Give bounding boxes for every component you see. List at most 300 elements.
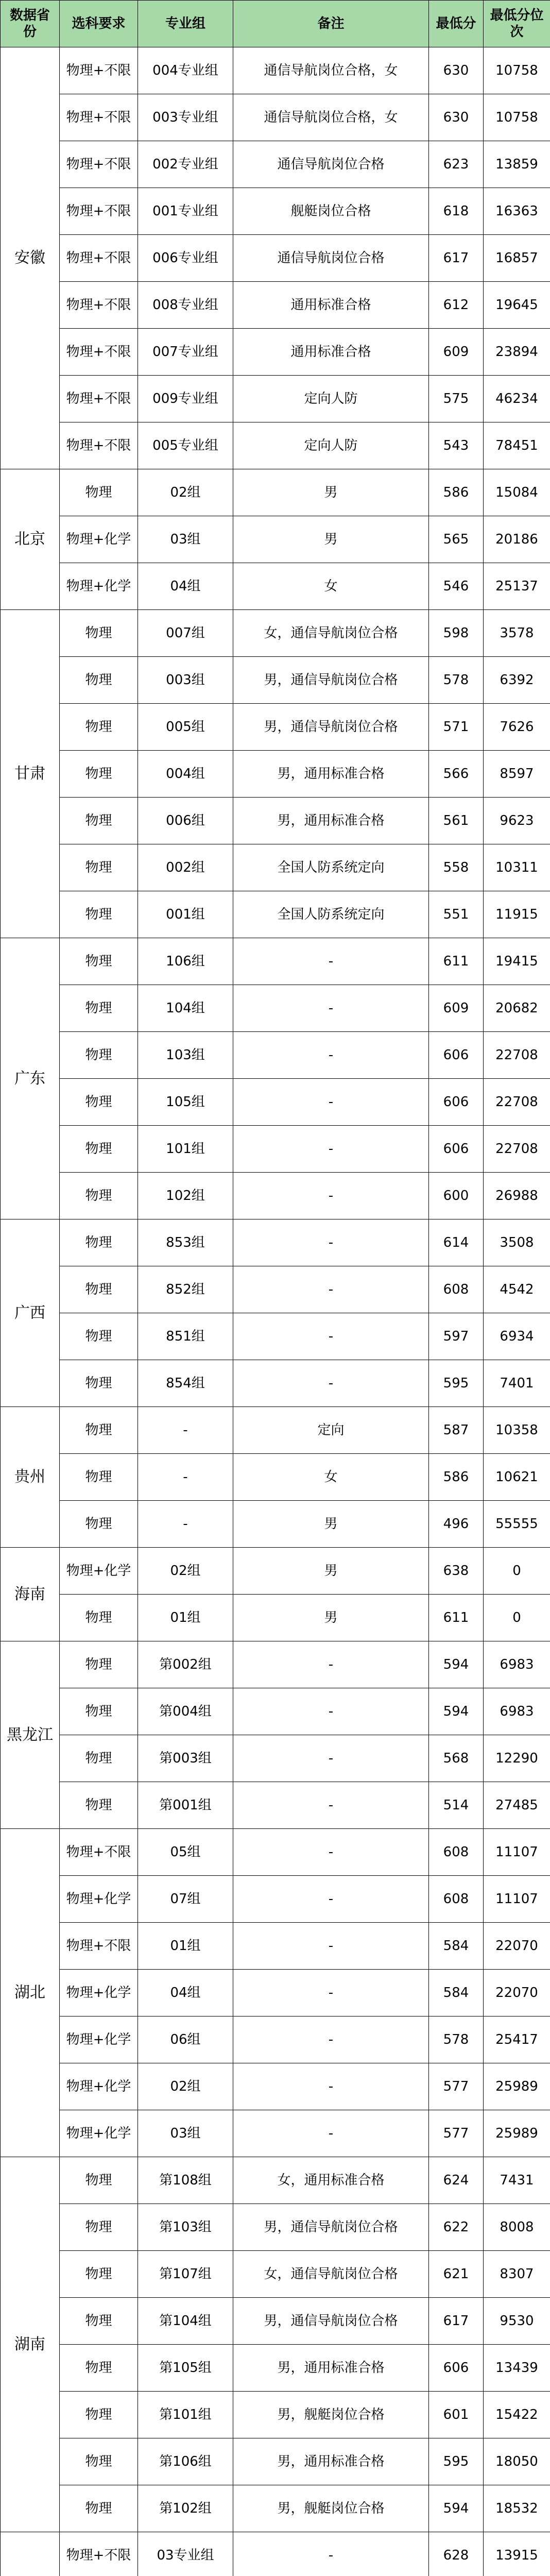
subject-requirement-cell: 物理 <box>60 1782 138 1829</box>
major-group-cell: 001专业组 <box>138 188 233 235</box>
note-cell: - <box>233 985 429 1032</box>
note-cell: 男，舰艇岗位合格 <box>233 2392 429 2438</box>
min-rank-cell: 9530 <box>484 2298 550 2345</box>
min-score-cell: 618 <box>429 188 484 235</box>
subject-requirement-cell: 物理+化学 <box>60 1876 138 1923</box>
note-cell: 通信导航岗位合格，女 <box>233 94 429 141</box>
min-rank-cell: 22708 <box>484 1126 550 1173</box>
table-row <box>1 563 550 610</box>
min-rank-cell: 8307 <box>484 2251 550 2298</box>
subject-requirement-cell: 物理 <box>60 2392 138 2438</box>
note-cell: - <box>233 2063 429 2110</box>
major-group-cell: 04组 <box>138 1970 233 2016</box>
note-cell: - <box>233 1829 429 1876</box>
min-rank-cell: 25137 <box>484 563 550 610</box>
table-row <box>1 2485 550 2532</box>
table-row <box>1 376 550 422</box>
subject-requirement-cell: 物理 <box>60 891 138 938</box>
subject-requirement-cell: 物理+不限 <box>60 141 138 188</box>
table-row <box>1 657 550 704</box>
min-score-cell: 628 <box>429 2532 484 2576</box>
major-group-cell: 106组 <box>138 938 233 985</box>
min-score-cell: 606 <box>429 2345 484 2392</box>
min-score-cell: 561 <box>429 798 484 844</box>
min-score-cell: 578 <box>429 2016 484 2063</box>
min-score-cell: 543 <box>429 422 484 469</box>
note-cell: 女，通信导航岗位合格 <box>233 610 429 657</box>
subject-requirement-cell: 物理 <box>60 1688 138 1735</box>
table-row <box>1 1454 550 1501</box>
subject-requirement-cell: 物理+化学 <box>60 1548 138 1595</box>
min-score-cell: 546 <box>429 563 484 610</box>
province-cell: 湖南 <box>1 2157 60 2532</box>
subject-requirement-cell: 物理 <box>60 1454 138 1501</box>
min-score-cell: 558 <box>429 844 484 891</box>
major-group-cell: 04组 <box>138 563 233 610</box>
min-rank-cell: 12290 <box>484 1735 550 1782</box>
major-group-cell: 02组 <box>138 2063 233 2110</box>
min-score-cell: 609 <box>429 329 484 376</box>
note-cell: - <box>233 1126 429 1173</box>
table-row <box>1 798 550 844</box>
province-cell: 广东 <box>1 938 60 1219</box>
note-cell: - <box>233 1266 429 1313</box>
note-cell: 男 <box>233 1548 429 1595</box>
min-score-cell: 611 <box>429 938 484 985</box>
min-rank-cell: 16363 <box>484 188 550 235</box>
table-row <box>1 2532 550 2576</box>
min-rank-cell: 10758 <box>484 94 550 141</box>
min-score-cell: 608 <box>429 1829 484 1876</box>
major-group-cell: 03专业组 <box>138 2532 233 2576</box>
subject-requirement-cell: 物理 <box>60 1641 138 1688</box>
min-rank-cell: 3578 <box>484 610 550 657</box>
header-major-group: 专业组 <box>138 1 233 47</box>
major-group-cell: 103组 <box>138 1032 233 1079</box>
table-row <box>1 2438 550 2485</box>
subject-requirement-cell: 物理 <box>60 1735 138 1782</box>
subject-requirement-cell: 物理 <box>60 1032 138 1079</box>
major-group-cell: 852组 <box>138 1266 233 1313</box>
table-row <box>1 2157 550 2204</box>
min-score-cell: 623 <box>429 141 484 188</box>
min-rank-cell: 7401 <box>484 1360 550 1407</box>
table-row <box>1 1923 550 1970</box>
min-score-cell: 630 <box>429 47 484 94</box>
min-rank-cell: 6392 <box>484 657 550 704</box>
min-score-cell: 612 <box>429 282 484 329</box>
note-cell: - <box>233 1782 429 1829</box>
table-row <box>1 94 550 141</box>
min-score-cell: 622 <box>429 2204 484 2251</box>
subject-requirement-cell: 物理 <box>60 1407 138 1454</box>
min-score-cell: 617 <box>429 235 484 282</box>
min-score-cell: 614 <box>429 1219 484 1266</box>
min-rank-cell: 20682 <box>484 985 550 1032</box>
header-min-rank: 最低分位次 <box>484 1 550 47</box>
note-cell: - <box>233 1219 429 1266</box>
subject-requirement-cell: 物理 <box>60 469 138 516</box>
header-note: 备注 <box>233 1 429 47</box>
major-group-cell: 001组 <box>138 891 233 938</box>
subject-requirement-cell: 物理+化学 <box>60 516 138 563</box>
table-row <box>1 422 550 469</box>
table-body <box>1 47 550 2576</box>
table-row <box>1 610 550 657</box>
subject-requirement-cell: 物理 <box>60 1173 138 1219</box>
note-cell: 全国人防系统定向 <box>233 844 429 891</box>
province-cell: 北京 <box>1 469 60 610</box>
min-rank-cell: 11107 <box>484 1829 550 1876</box>
subject-requirement-cell: 物理 <box>60 610 138 657</box>
min-score-cell: 606 <box>429 1126 484 1173</box>
min-score-cell: 586 <box>429 469 484 516</box>
subject-requirement-cell: 物理 <box>60 1219 138 1266</box>
min-score-cell: 578 <box>429 657 484 704</box>
major-group-cell: 006专业组 <box>138 235 233 282</box>
note-cell: - <box>233 938 429 985</box>
major-group-cell: 第001组 <box>138 1782 233 1829</box>
table-row <box>1 1173 550 1219</box>
subject-requirement-cell: 物理 <box>60 2438 138 2485</box>
table-row <box>1 1735 550 1782</box>
province-cell <box>1 2532 60 2576</box>
table-row <box>1 1876 550 1923</box>
note-cell: 男 <box>233 1595 429 1641</box>
table-row <box>1 2345 550 2392</box>
min-rank-cell: 26988 <box>484 1173 550 1219</box>
min-rank-cell: 9623 <box>484 798 550 844</box>
major-group-cell: 008专业组 <box>138 282 233 329</box>
table-row <box>1 141 550 188</box>
table-row <box>1 1266 550 1313</box>
note-cell: 男，通用标准合格 <box>233 2345 429 2392</box>
min-score-cell: 565 <box>429 516 484 563</box>
min-rank-cell: 78451 <box>484 422 550 469</box>
major-group-cell: 02组 <box>138 469 233 516</box>
min-score-cell: 609 <box>429 985 484 1032</box>
table-row <box>1 282 550 329</box>
table-row <box>1 985 550 1032</box>
major-group-cell: 102组 <box>138 1173 233 1219</box>
table-row <box>1 2204 550 2251</box>
major-group-cell: 009专业组 <box>138 376 233 422</box>
min-rank-cell: 11915 <box>484 891 550 938</box>
subject-requirement-cell: 物理 <box>60 798 138 844</box>
min-score-cell: 568 <box>429 1735 484 1782</box>
note-cell: - <box>233 1735 429 1782</box>
note-cell: 女，通用标准合格 <box>233 2157 429 2204</box>
table-row <box>1 329 550 376</box>
min-rank-cell: 22708 <box>484 1079 550 1126</box>
note-cell: - <box>233 1313 429 1360</box>
note-cell: 女 <box>233 563 429 610</box>
table-row <box>1 1407 550 1454</box>
subject-requirement-cell: 物理+不限 <box>60 282 138 329</box>
table-row <box>1 1782 550 1829</box>
note-cell: 定向人防 <box>233 376 429 422</box>
major-group-cell: 854组 <box>138 1360 233 1407</box>
table-header-row <box>1 1 550 47</box>
major-group-cell: 第003组 <box>138 1735 233 1782</box>
major-group-cell: 004专业组 <box>138 47 233 94</box>
min-score-cell: 586 <box>429 1454 484 1501</box>
min-score-cell: 594 <box>429 2485 484 2532</box>
major-group-cell: 003专业组 <box>138 94 233 141</box>
major-group-cell: 第101组 <box>138 2392 233 2438</box>
province-cell: 甘肃 <box>1 610 60 938</box>
subject-requirement-cell: 物理 <box>60 1126 138 1173</box>
major-group-cell: 006组 <box>138 798 233 844</box>
subject-requirement-cell: 物理 <box>60 1313 138 1360</box>
min-rank-cell: 0 <box>484 1548 550 1595</box>
min-rank-cell: 18532 <box>484 2485 550 2532</box>
note-cell: 通用标准合格 <box>233 329 429 376</box>
major-group-cell: 第004组 <box>138 1688 233 1735</box>
table-row <box>1 1595 550 1641</box>
table-row <box>1 1829 550 1876</box>
major-group-cell: 第002组 <box>138 1641 233 1688</box>
subject-requirement-cell: 物理+化学 <box>60 2016 138 2063</box>
subject-requirement-cell: 物理+不限 <box>60 94 138 141</box>
min-score-cell: 595 <box>429 2438 484 2485</box>
min-rank-cell: 6983 <box>484 1641 550 1688</box>
major-group-cell: - <box>138 1501 233 1548</box>
min-rank-cell: 46234 <box>484 376 550 422</box>
table-row <box>1 1548 550 1595</box>
note-cell: 男，通信导航岗位合格 <box>233 657 429 704</box>
subject-requirement-cell: 物理+不限 <box>60 422 138 469</box>
subject-requirement-cell: 物理+不限 <box>60 2532 138 2576</box>
min-score-cell: 577 <box>429 2110 484 2157</box>
major-group-cell: 007专业组 <box>138 329 233 376</box>
min-score-cell: 601 <box>429 2392 484 2438</box>
min-rank-cell: 4542 <box>484 1266 550 1313</box>
min-rank-cell: 25989 <box>484 2063 550 2110</box>
min-score-cell: 584 <box>429 1923 484 1970</box>
table-row <box>1 2392 550 2438</box>
min-rank-cell: 6983 <box>484 1688 550 1735</box>
min-rank-cell: 19415 <box>484 938 550 985</box>
major-group-cell: 第104组 <box>138 2298 233 2345</box>
note-cell: - <box>233 1923 429 1970</box>
table-row <box>1 1360 550 1407</box>
major-group-cell: 03组 <box>138 516 233 563</box>
min-score-cell: 514 <box>429 1782 484 1829</box>
min-score-cell: 600 <box>429 1173 484 1219</box>
note-cell: 通用标准合格 <box>233 282 429 329</box>
min-rank-cell: 11107 <box>484 1876 550 1923</box>
note-cell: - <box>233 1688 429 1735</box>
major-group-cell: 851组 <box>138 1313 233 1360</box>
table-row <box>1 844 550 891</box>
min-score-cell: 608 <box>429 1876 484 1923</box>
min-rank-cell: 25417 <box>484 2016 550 2063</box>
table-row <box>1 2016 550 2063</box>
min-score-cell: 630 <box>429 94 484 141</box>
subject-requirement-cell: 物理 <box>60 2204 138 2251</box>
note-cell: 男 <box>233 1501 429 1548</box>
min-score-cell: 638 <box>429 1548 484 1595</box>
major-group-cell: 03组 <box>138 2110 233 2157</box>
subject-requirement-cell: 物理 <box>60 938 138 985</box>
min-rank-cell: 15084 <box>484 469 550 516</box>
table-row <box>1 1126 550 1173</box>
min-rank-cell: 0 <box>484 1595 550 1641</box>
min-rank-cell: 8008 <box>484 2204 550 2251</box>
subject-requirement-cell: 物理+化学 <box>60 1970 138 2016</box>
major-group-cell: 104组 <box>138 985 233 1032</box>
min-rank-cell: 22708 <box>484 1032 550 1079</box>
subject-requirement-cell: 物理+不限 <box>60 376 138 422</box>
min-rank-cell: 23894 <box>484 329 550 376</box>
major-group-cell: 105组 <box>138 1079 233 1126</box>
subject-requirement-cell: 物理+不限 <box>60 329 138 376</box>
subject-requirement-cell: 物理 <box>60 1360 138 1407</box>
subject-requirement-cell: 物理 <box>60 2345 138 2392</box>
subject-requirement-cell: 物理+不限 <box>60 1923 138 1970</box>
major-group-cell: 005组 <box>138 704 233 751</box>
min-score-cell: 551 <box>429 891 484 938</box>
table-row <box>1 2251 550 2298</box>
subject-requirement-cell: 物理 <box>60 2157 138 2204</box>
subject-requirement-cell: 物理 <box>60 1079 138 1126</box>
min-score-cell: 594 <box>429 1688 484 1735</box>
subject-requirement-cell: 物理+不限 <box>60 188 138 235</box>
min-score-cell: 566 <box>429 751 484 798</box>
subject-requirement-cell: 物理+不限 <box>60 47 138 94</box>
note-cell: 男，通用标准合格 <box>233 751 429 798</box>
major-group-cell: 003组 <box>138 657 233 704</box>
min-rank-cell: 27485 <box>484 1782 550 1829</box>
min-score-cell: 571 <box>429 704 484 751</box>
subject-requirement-cell: 物理 <box>60 2251 138 2298</box>
table-row <box>1 938 550 985</box>
major-group-cell: 853组 <box>138 1219 233 1266</box>
major-group-cell: 002组 <box>138 844 233 891</box>
min-score-cell: 577 <box>429 2063 484 2110</box>
note-cell: - <box>233 2532 429 2576</box>
note-cell: 男 <box>233 469 429 516</box>
note-cell: 舰艇岗位合格 <box>233 188 429 235</box>
note-cell: 女，通信导航岗位合格 <box>233 2251 429 2298</box>
province-cell: 广西 <box>1 1219 60 1407</box>
subject-requirement-cell: 物理 <box>60 2485 138 2532</box>
note-cell: - <box>233 1079 429 1126</box>
note-cell: - <box>233 1360 429 1407</box>
subject-requirement-cell: 物理+不限 <box>60 235 138 282</box>
note-cell: - <box>233 1876 429 1923</box>
note-cell: - <box>233 1970 429 2016</box>
table-row <box>1 469 550 516</box>
note-cell: - <box>233 1173 429 1219</box>
table-row <box>1 47 550 94</box>
subject-requirement-cell: 物理 <box>60 657 138 704</box>
province-cell: 贵州 <box>1 1407 60 1548</box>
min-rank-cell: 10358 <box>484 1407 550 1454</box>
note-cell: 男，通信导航岗位合格 <box>233 2204 429 2251</box>
note-cell: 全国人防系统定向 <box>233 891 429 938</box>
major-group-cell: 第105组 <box>138 2345 233 2392</box>
subject-requirement-cell: 物理 <box>60 1266 138 1313</box>
note-cell: 男，通信导航岗位合格 <box>233 704 429 751</box>
major-group-cell: 第103组 <box>138 2204 233 2251</box>
min-rank-cell: 6934 <box>484 1313 550 1360</box>
subject-requirement-cell: 物理 <box>60 2298 138 2345</box>
min-rank-cell: 13859 <box>484 141 550 188</box>
province-cell: 黑龙江 <box>1 1641 60 1829</box>
header-min-score: 最低分 <box>429 1 484 47</box>
subject-requirement-cell: 物理 <box>60 1595 138 1641</box>
province-cell: 湖北 <box>1 1829 60 2157</box>
major-group-cell: 第108组 <box>138 2157 233 2204</box>
table-row <box>1 1501 550 1548</box>
major-group-cell: 06组 <box>138 2016 233 2063</box>
subject-requirement-cell: 物理 <box>60 985 138 1032</box>
subject-requirement-cell: 物理+不限 <box>60 1829 138 1876</box>
note-cell: 男，舰艇岗位合格 <box>233 2485 429 2532</box>
min-rank-cell: 19645 <box>484 282 550 329</box>
note-cell: 通信导航岗位合格 <box>233 141 429 188</box>
min-rank-cell: 20186 <box>484 516 550 563</box>
min-rank-cell: 7626 <box>484 704 550 751</box>
min-rank-cell: 10311 <box>484 844 550 891</box>
table-row <box>1 2063 550 2110</box>
table-row <box>1 704 550 751</box>
table-row <box>1 188 550 235</box>
table-row <box>1 1641 550 1688</box>
min-rank-cell: 16857 <box>484 235 550 282</box>
subject-requirement-cell: 物理 <box>60 704 138 751</box>
min-rank-cell: 55555 <box>484 1501 550 1548</box>
major-group-cell: - <box>138 1454 233 1501</box>
table-row <box>1 2110 550 2157</box>
min-score-cell: 584 <box>429 1970 484 2016</box>
major-group-cell: 004组 <box>138 751 233 798</box>
header-subject-requirement: 选科要求 <box>60 1 138 47</box>
note-cell: 男，通信导航岗位合格 <box>233 2298 429 2345</box>
note-cell: 定向人防 <box>233 422 429 469</box>
min-rank-cell: 18050 <box>484 2438 550 2485</box>
table-row <box>1 516 550 563</box>
subject-requirement-cell: 物理+化学 <box>60 2063 138 2110</box>
min-score-cell: 617 <box>429 2298 484 2345</box>
min-rank-cell: 22070 <box>484 1970 550 2016</box>
note-cell: 男 <box>233 516 429 563</box>
table-row <box>1 1970 550 2016</box>
major-group-cell: 005专业组 <box>138 422 233 469</box>
major-group-cell: - <box>138 1407 233 1454</box>
province-cell: 安徽 <box>1 47 60 469</box>
table-row <box>1 235 550 282</box>
table-row <box>1 751 550 798</box>
note-cell: 通信导航岗位合格，女 <box>233 47 429 94</box>
note-cell: - <box>233 2110 429 2157</box>
major-group-cell: 101组 <box>138 1126 233 1173</box>
min-score-cell: 496 <box>429 1501 484 1548</box>
province-cell: 海南 <box>1 1548 60 1641</box>
major-group-cell: 002专业组 <box>138 141 233 188</box>
min-score-cell: 597 <box>429 1313 484 1360</box>
major-group-cell: 第107组 <box>138 2251 233 2298</box>
min-score-cell: 621 <box>429 2251 484 2298</box>
note-cell: 定向 <box>233 1407 429 1454</box>
min-score-cell: 598 <box>429 610 484 657</box>
min-rank-cell: 22070 <box>484 1923 550 1970</box>
min-rank-cell: 8597 <box>484 751 550 798</box>
min-score-cell: 611 <box>429 1595 484 1641</box>
subject-requirement-cell: 物理 <box>60 1501 138 1548</box>
